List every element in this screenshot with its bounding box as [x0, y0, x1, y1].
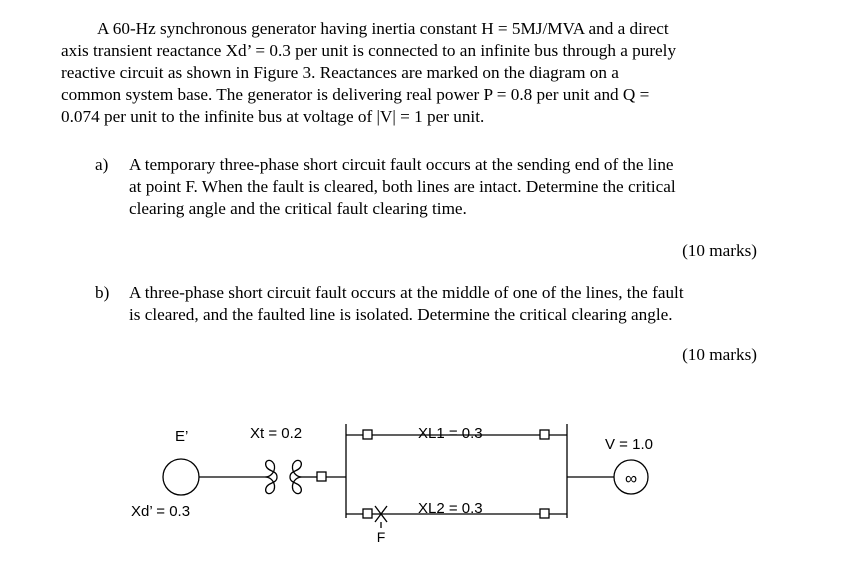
- question-line: clearing angle and the critical fault clearing time.: [129, 199, 467, 218]
- question-b-text: [129, 282, 775, 326]
- xl2-label: XL2 = 0.3: [418, 500, 483, 517]
- question-b: [95, 282, 775, 326]
- breaker-transformer: [317, 472, 326, 481]
- breaker-line1-right: [540, 430, 549, 439]
- xt-label: Xt = 0.2: [250, 425, 303, 442]
- question-a-label: a): [95, 155, 109, 174]
- v-label: V = 1.0: [605, 436, 653, 453]
- intro-line: axis transient reactance Xd’ = 0.3 per unit is connected to an infinite bus through a purely: [61, 41, 677, 60]
- transformer-primary-coil: [265, 460, 277, 493]
- problem-statement: [61, 18, 761, 128]
- xd-label: Xd’ = 0.3: [131, 503, 191, 520]
- xl1-label: XL1 = 0.3: [418, 425, 483, 442]
- question-line: at point F. When the fault is cleared, both lines are intact. Determine the critical: [129, 177, 676, 196]
- question-line: A temporary three-phase short circuit fault occurs at the sending end of the line: [129, 155, 674, 174]
- generator-symbol: [163, 459, 199, 495]
- question-line: A three-phase short circuit fault occurs at the middle of one of the lines, the fault: [129, 283, 684, 302]
- question-a-text: [129, 154, 775, 220]
- intro-line: reactive circuit as shown in Figure 3. Reactances are marked on the diagram on a: [61, 63, 619, 82]
- question-b-label: b): [95, 283, 110, 302]
- intro-line: 0.074 per unit to the infinite bus at voltage of |V| = 1 per unit.: [61, 107, 485, 126]
- question-b-marks: (10 marks): [682, 345, 757, 364]
- emf-label: E’: [175, 428, 189, 445]
- fault-label: F: [376, 529, 386, 545]
- breaker-line2-right: [540, 509, 549, 518]
- transformer-secondary-coil: [290, 460, 302, 493]
- question-line: is cleared, and the faulted line is isolated. Determine the critical clearing angle.: [129, 305, 673, 324]
- breaker-line1-left: [363, 430, 372, 439]
- intro-line: common system base. The generator is delivering real power P = 0.8 per unit and Q =: [61, 85, 650, 104]
- question-a-marks: (10 marks): [682, 241, 757, 260]
- question-a: [95, 154, 775, 220]
- circuit-svg: [0, 400, 859, 560]
- breaker-line2-left: [363, 509, 372, 518]
- circuit-diagram: [0, 400, 859, 560]
- intro-line: A 60-Hz synchronous generator having inertia constant H = 5MJ/MVA and a direct: [97, 19, 669, 38]
- infinity-icon: ∞: [624, 469, 638, 488]
